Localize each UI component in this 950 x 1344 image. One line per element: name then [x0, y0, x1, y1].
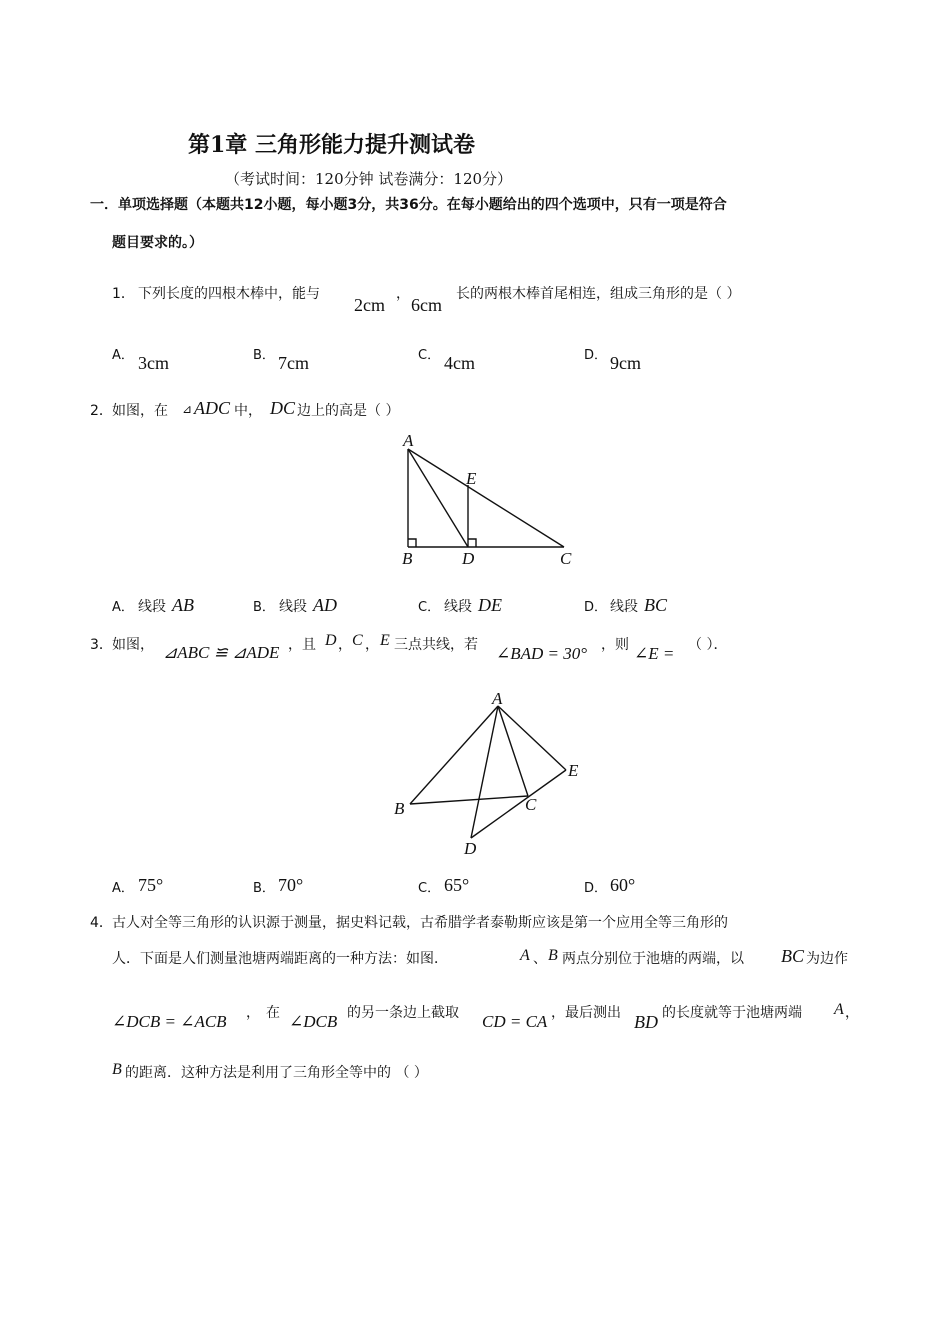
q1-option-d-value: 9cm — [610, 353, 641, 373]
q4-number: 4． — [90, 915, 113, 931]
q3-point-e: E — [380, 632, 390, 649]
label-d: D — [462, 549, 475, 568]
q4-point-b2: B — [112, 1061, 122, 1078]
q4-dun: 、 — [533, 951, 547, 967]
q2-option-c-prefix: 线段 — [444, 599, 472, 615]
q4-math-bc: BC — [781, 946, 805, 966]
q2-figure — [390, 428, 590, 570]
label-b: B — [402, 549, 413, 568]
q2-number: 2． — [90, 403, 113, 419]
q2-option-c-value: DE — [478, 595, 502, 615]
q4-math-angle: ∠DCB = ∠ACB — [112, 1012, 227, 1031]
q3-figure — [388, 686, 588, 858]
q3-text-c: 三点共线，若 — [394, 637, 478, 653]
q4-line2-a: 人．下面是人们测量池塘两端距离的一种方法：如图． — [112, 951, 448, 967]
q4-point-b: B — [548, 947, 558, 964]
q1-option-b-letter: B． — [253, 348, 275, 363]
q1-option-c-letter: C． — [418, 348, 441, 363]
q4-line4: 的距离．这种方法是利用了三角形全等中的 （ ） — [125, 1065, 428, 1081]
label-c: C — [560, 549, 572, 568]
q2-text-a: 如图，在 — [112, 403, 168, 419]
label-a: A — [492, 689, 503, 708]
label-e: E — [466, 469, 477, 488]
section-heading-line1: 一．单项选择题（本题共12小题，每小题3分，共36分。在每小题给出的四个选项中，只有一项是符合 — [90, 197, 727, 213]
q2-option-a-prefix: 线段 — [138, 599, 166, 615]
segment-ad — [408, 449, 468, 547]
q1-option-c-value: 4cm — [444, 353, 475, 373]
q2-option-c-letter: C． — [418, 600, 441, 615]
q1-math-a: 2cm — [354, 295, 385, 315]
q1-math-b: 6cm — [411, 295, 442, 315]
q3-option-c-value: 65° — [444, 875, 470, 895]
q3-option-a-letter: A． — [112, 881, 134, 896]
q4-line3-c: ，最后测出 — [551, 1005, 621, 1021]
q3-text-b: ，且 — [288, 637, 316, 653]
q2-option-b-prefix: 线段 — [279, 599, 307, 615]
segment-ab — [410, 706, 498, 804]
q2-text-b: 中， — [234, 403, 262, 419]
q3-sep-1: ， — [338, 637, 352, 653]
q1-option-b-value: 7cm — [278, 353, 309, 373]
q1-option-d-letter: D． — [584, 348, 608, 363]
q1-text-b: 长的两根木棒首尾相连，组成三角形的是（ ） — [456, 286, 741, 302]
label-c: C — [525, 795, 537, 814]
q4-line2-c: 为边作 — [806, 951, 848, 967]
q1-number: 1． — [112, 286, 135, 302]
q3-number: 3． — [90, 637, 113, 653]
q4-comma: ， — [246, 1005, 260, 1021]
q3-text-a: 如图， — [112, 637, 154, 653]
q4-line3-end: ， — [845, 1005, 859, 1021]
right-angle-b-icon — [408, 539, 416, 547]
q4-math-dcb: ∠DCB — [289, 1012, 338, 1031]
q3-angle-e: ∠E = — [634, 644, 675, 663]
right-angle-d-icon — [468, 539, 476, 547]
q2-option-d-value: BC — [644, 595, 668, 615]
segment-ad — [471, 706, 498, 838]
q3-congruence: ⊿ABC ≌ ⊿ADE — [163, 643, 280, 662]
q3-sep-2: ， — [365, 637, 379, 653]
label-e: E — [568, 761, 579, 780]
q4-zai: 在 — [266, 1005, 280, 1021]
page-title: 第1章 三角形能力提升测试卷 — [188, 132, 475, 158]
q3-option-d-value: 60° — [610, 875, 636, 895]
q1-comma: ， — [396, 286, 410, 302]
q1-option-a-value: 3cm — [138, 353, 169, 373]
q3-option-a-value: 75° — [138, 875, 164, 895]
q3-point-d: D — [325, 632, 337, 649]
q4-point-a2: A — [834, 1001, 844, 1018]
q3-option-c-letter: C． — [418, 881, 441, 896]
q4-line3-b: 的另一条边上截取 — [347, 1005, 459, 1021]
segment-de — [471, 770, 566, 838]
q4-math-bd: BD — [634, 1012, 658, 1032]
q2-option-b-value: AD — [313, 595, 337, 615]
q4-line3-d: 的长度就等于池塘两端 — [662, 1005, 802, 1021]
q3-option-b-letter: B． — [253, 881, 275, 896]
q2-math-b: DC — [270, 398, 296, 418]
label-b: B — [394, 799, 405, 818]
q4-math-cd: CD = CA — [482, 1012, 548, 1031]
q3-option-b-value: 70° — [278, 875, 304, 895]
q1-option-a-letter: A． — [112, 348, 134, 363]
q4-point-a: A — [520, 947, 530, 964]
exam-info: （考试时间：120分钟 试卷满分：120分） — [225, 170, 513, 188]
q2-option-a-letter: A． — [112, 600, 134, 615]
q2-option-d-prefix: 线段 — [610, 599, 638, 615]
q2-option-a-value: AB — [172, 595, 194, 615]
label-d: D — [464, 839, 477, 858]
q4-line2-b: 两点分别位于池塘的两端，以 — [562, 951, 744, 967]
section-heading-line2: 题目要求的。） — [112, 235, 203, 251]
q3-text-d: ，则 — [601, 637, 629, 653]
q2-option-d-letter: D． — [584, 600, 608, 615]
q3-text-e: （ ）． — [688, 637, 728, 653]
segment-ac — [408, 449, 564, 547]
segment-bc — [410, 796, 528, 804]
q4-line1: 古人对全等三角形的认识源于测量，据史料记载，古希腊学者泰勒斯应该是第一个应用全等三角形的 — [112, 915, 728, 931]
q2-text-c: 边上的高是（ ） — [297, 403, 400, 419]
q3-option-d-letter: D． — [584, 881, 608, 896]
triangle-symbol-icon: ⊿ — [182, 402, 193, 416]
q2-option-b-letter: B． — [253, 600, 275, 615]
q2-math-a: ADC — [194, 398, 230, 418]
q1-text-a: 下列长度的四根木棒中，能与 — [138, 286, 320, 302]
q3-angle-bad: ∠BAD = 30° — [496, 644, 588, 663]
label-a: A — [403, 431, 414, 450]
q3-point-c: C — [352, 632, 363, 649]
